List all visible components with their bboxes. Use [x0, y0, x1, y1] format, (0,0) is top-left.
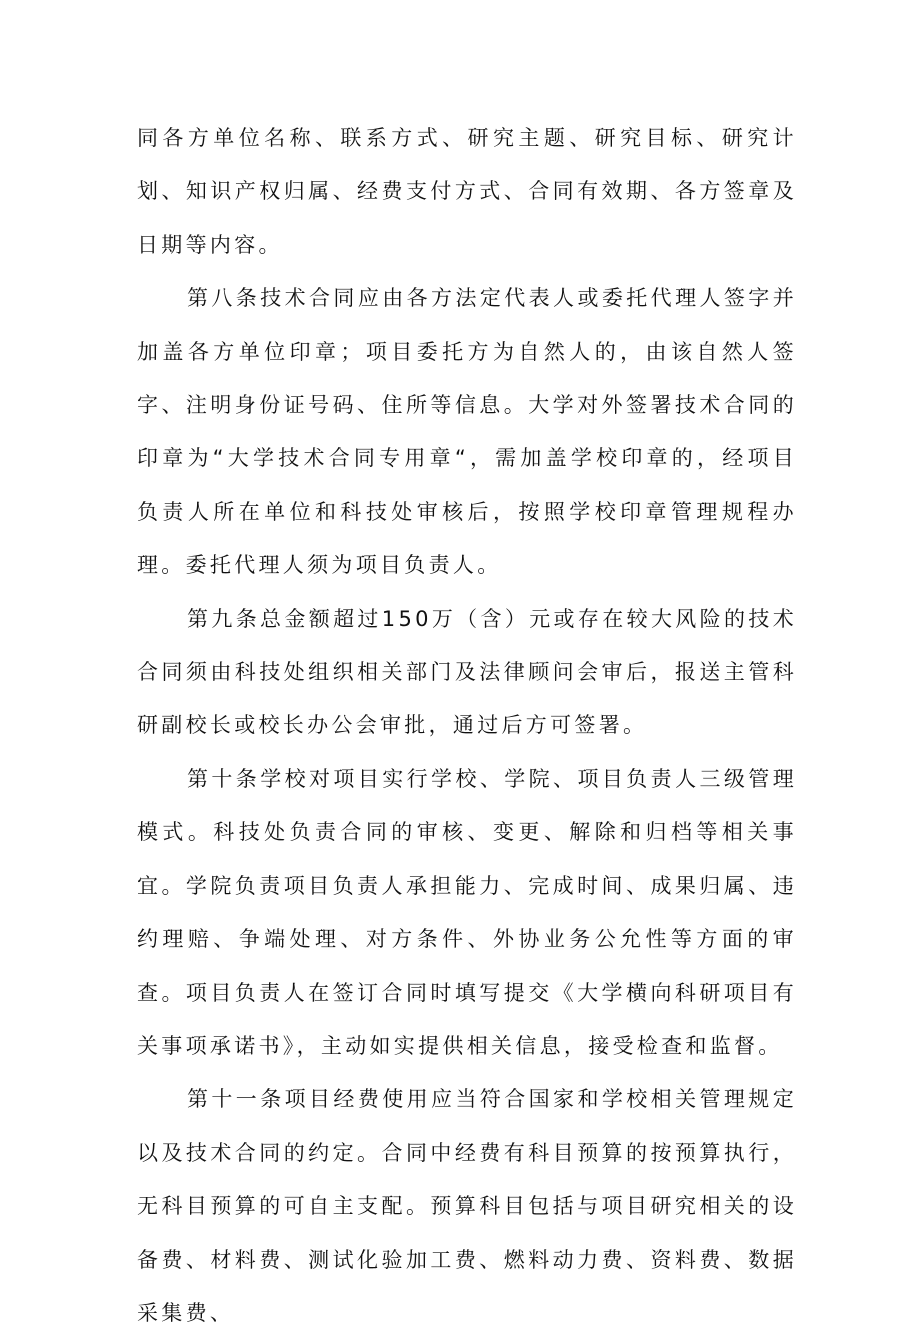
- paragraph-article-8: 第八条技术合同应由各方法定代表人或委托代理人签字并加盖各方单位印章；项目委托方为自然人的，由该自然人签字、注明身份证号码、住所等信息。大学对外签署技术合同的印章为“大学技术合同专用章“，需加盖学校印章的，经项目负责人所在单位和科技处审核后，按照学校印章管理规程办理。委托代理人须为项目负责人。: [137, 286, 797, 578]
- paragraph-article-11: 第十一条项目经费使用应当符合国家和学校相关管理规定以及技术合同的约定。合同中经费有科目预算的按预算执行，无科目预算的可自主支配。预算科目包括与项目研究相关的设备费、材料费、测试化验加工费、燃料动力费、资料费、数据采集费、: [137, 1087, 797, 1325]
- paragraph-article-10: 第十条学校对项目实行学校、学院、项目负责人三级管理模式。科技处负责合同的审核、变更、解除和归档等相关事宜。学院负责项目负责人承担能力、完成时间、成果归属、违约理赔、争端处理、对方条件、外协业务公允性等方面的审查。项目负责人在签订合同时填写提交《大学横向科研项目有关事项承诺书》，主动如实提供相关信息，接受检查和监督。: [137, 766, 797, 1058]
- paragraph-contract-content-continued: 同各方单位名称、联系方式、研究主题、研究目标、研究计划、知识产权归属、经费支付方式、合同有效期、各方签章及日期等内容。: [137, 126, 797, 257]
- document-body: [137, 112, 797, 1340]
- paragraph-article-9: 第九条总金额超过150万（含）元或存在较大风险的技术合同须由科技处组织相关部门及法律顾问会审后，报送主管科研副校长或校长办公会审批，通过后方可签署。: [137, 606, 797, 738]
